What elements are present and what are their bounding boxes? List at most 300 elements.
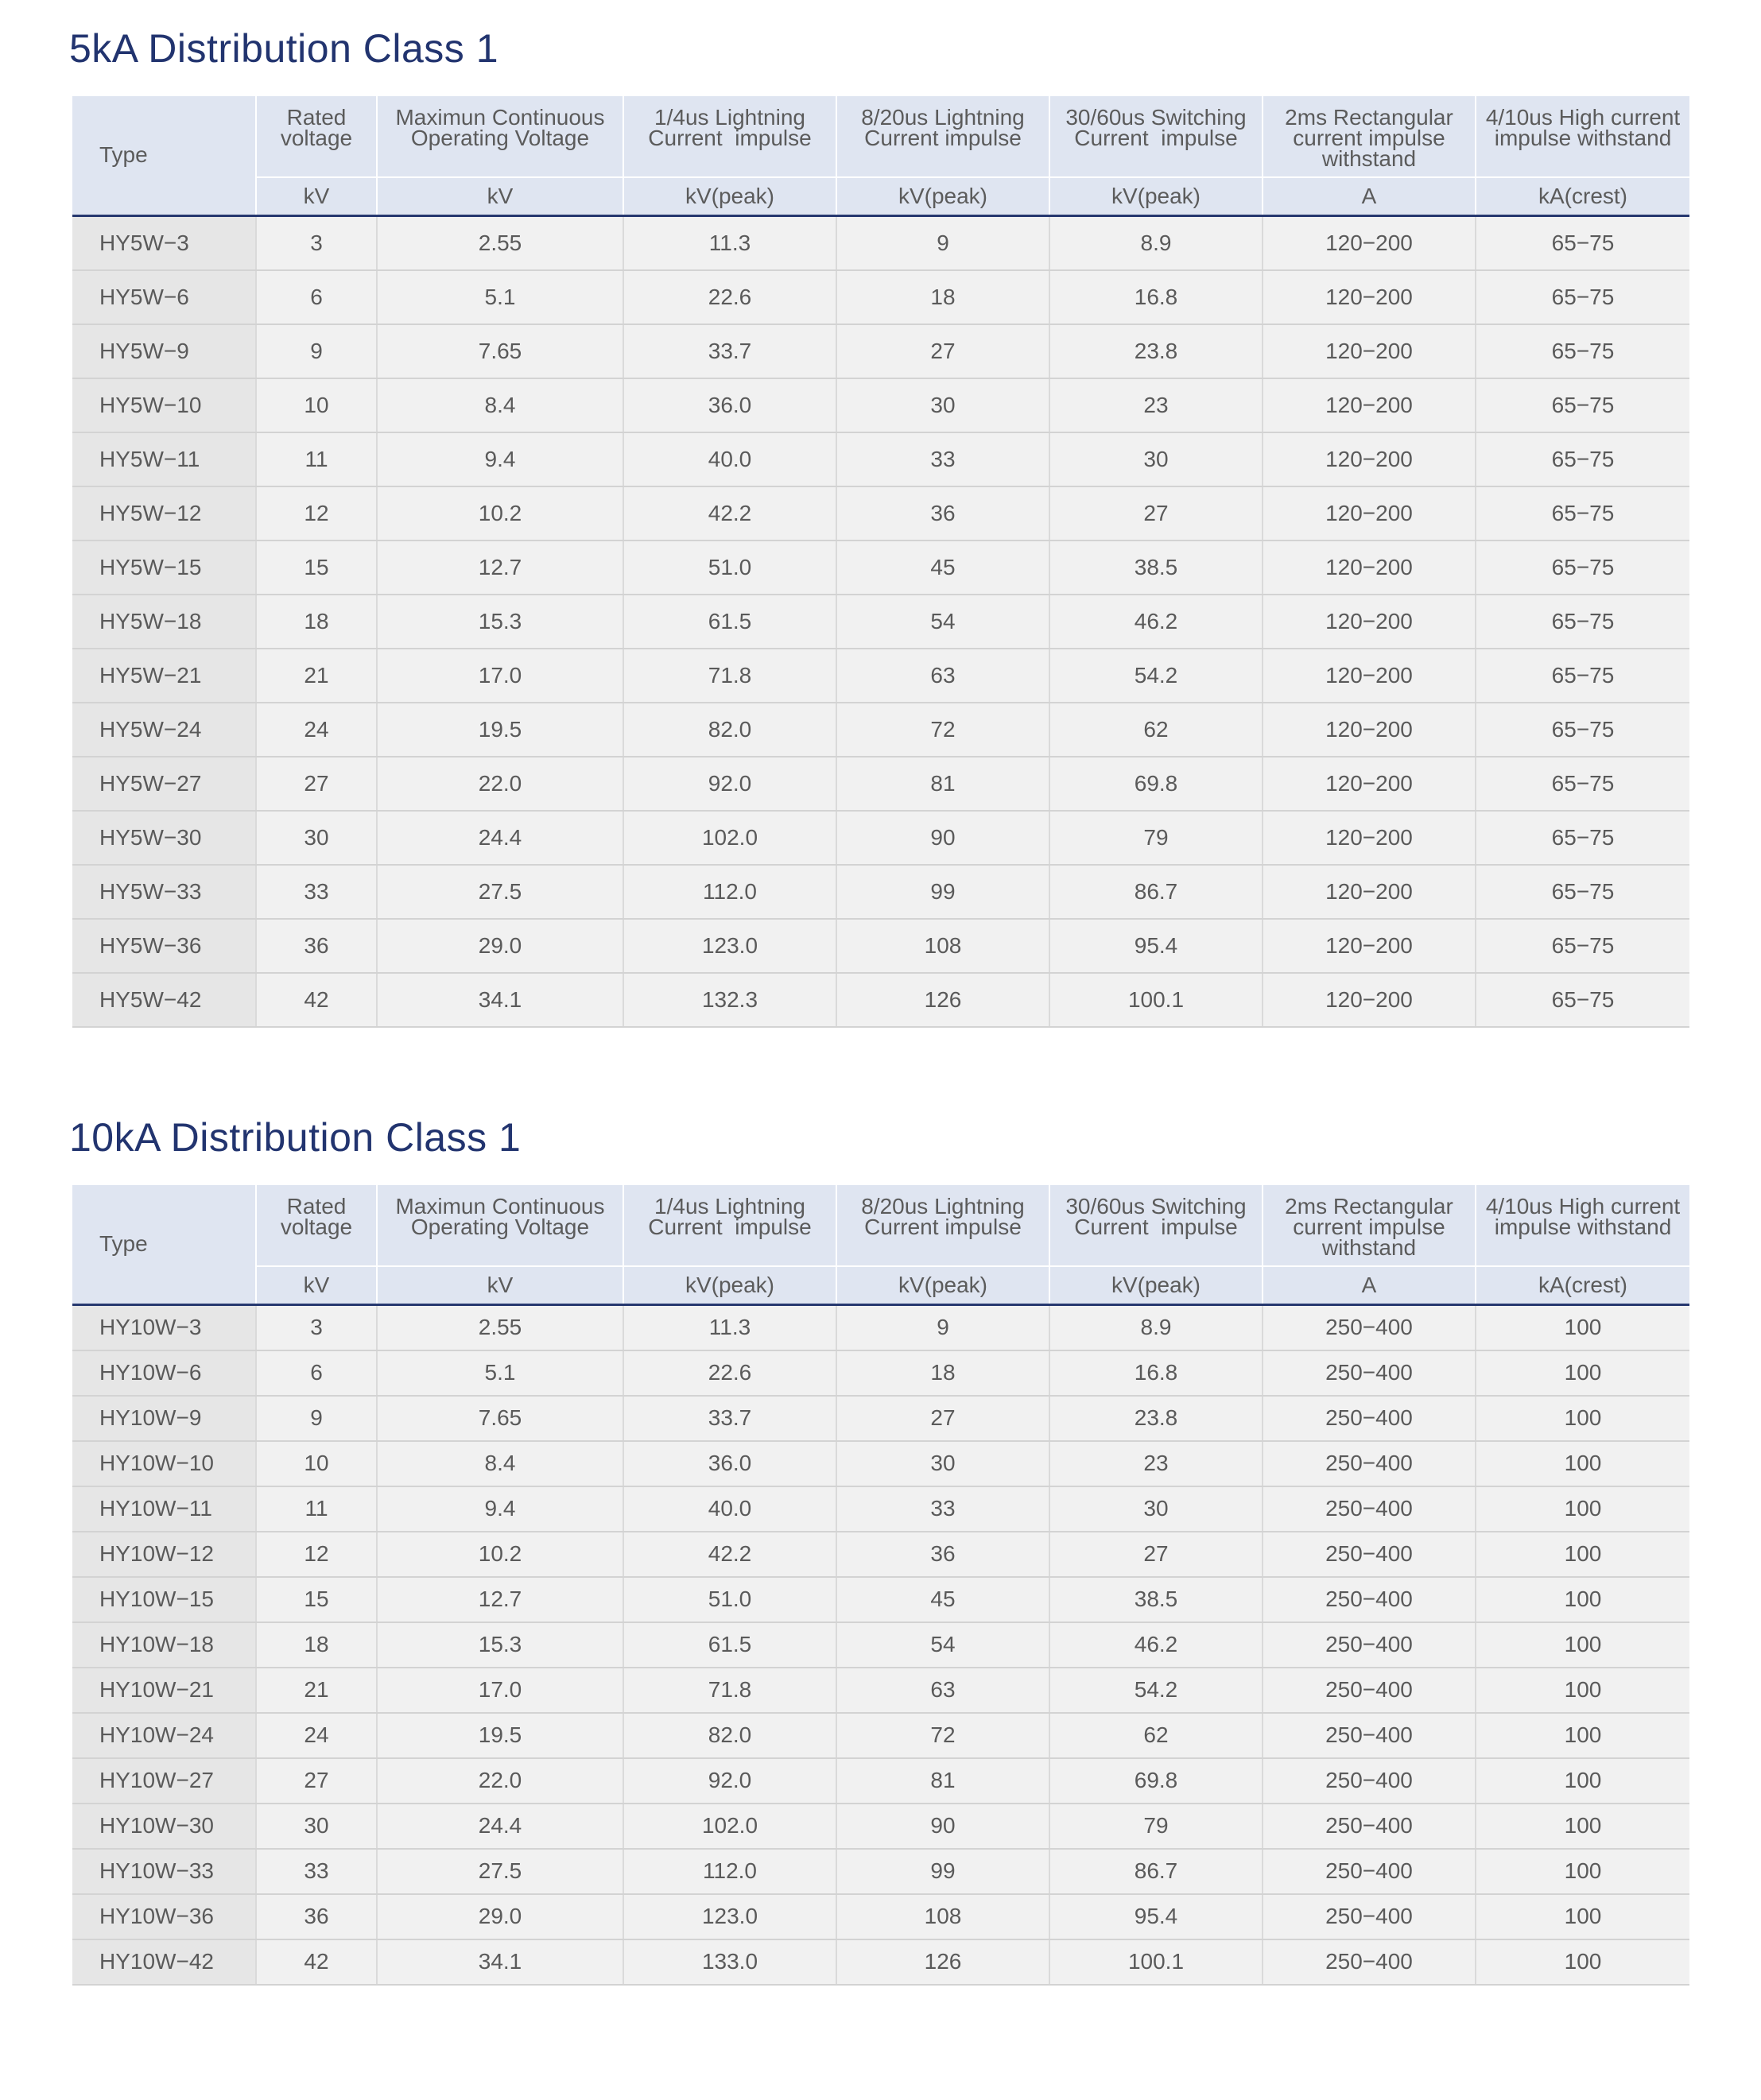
table-cell: 17.0 xyxy=(377,1668,623,1713)
table-cell: 100 xyxy=(1476,1939,1689,1985)
table-cell: 120−200 xyxy=(1263,595,1476,649)
type-cell: HY5W−12 xyxy=(72,486,256,540)
table-cell: 86.7 xyxy=(1049,1849,1263,1894)
type-cell: HY5W−24 xyxy=(72,703,256,757)
table-cell: 27 xyxy=(1049,486,1263,540)
column-header-line: 2ms Rectangular xyxy=(1285,1194,1453,1219)
table-cell: 22.6 xyxy=(623,1350,836,1396)
table-cell: 250−400 xyxy=(1263,1441,1476,1486)
table-cell: 21 xyxy=(256,649,377,703)
table-cell: 42 xyxy=(256,973,377,1027)
type-cell: HY10W−42 xyxy=(72,1939,256,1985)
table-cell: 250−400 xyxy=(1263,1713,1476,1758)
table-cell: 90 xyxy=(836,1804,1049,1849)
type-cell: HY10W−36 xyxy=(72,1894,256,1939)
table-row xyxy=(72,649,1689,703)
table-cell: 123.0 xyxy=(623,919,836,973)
table-cell: 120−200 xyxy=(1263,378,1476,432)
table-cell: 126 xyxy=(836,1939,1049,1985)
table-cell: 6 xyxy=(256,270,377,324)
table-cell: 65−75 xyxy=(1476,919,1689,973)
table-cell: 54.2 xyxy=(1049,649,1263,703)
table-cell: 71.8 xyxy=(623,649,836,703)
table-cell: 2.55 xyxy=(377,215,623,270)
table-cell: 250−400 xyxy=(1263,1532,1476,1577)
table-cell: 92.0 xyxy=(623,757,836,811)
type-cell: HY10W−27 xyxy=(72,1758,256,1804)
table-cell: 100 xyxy=(1476,1486,1689,1532)
table-row xyxy=(72,324,1689,378)
unit-header: kV(peak) xyxy=(623,1266,836,1304)
unit-header: A xyxy=(1263,177,1476,215)
table-cell: 10 xyxy=(256,378,377,432)
table-row xyxy=(72,1577,1689,1622)
table-cell: 65−75 xyxy=(1476,215,1689,270)
type-cell: HY5W−15 xyxy=(72,540,256,595)
table-cell: 7.65 xyxy=(377,1396,623,1441)
table-row xyxy=(72,215,1689,270)
table-cell: 38.5 xyxy=(1049,1577,1263,1622)
column-header-line: Rated xyxy=(286,1194,347,1219)
table-cell: 250−400 xyxy=(1263,1758,1476,1804)
table-row xyxy=(72,1849,1689,1894)
table-cell: 15 xyxy=(256,1577,377,1622)
table-row xyxy=(72,1486,1689,1532)
type-cell: HY5W−10 xyxy=(72,378,256,432)
table-cell: 120−200 xyxy=(1263,865,1476,919)
type-cell: HY10W−6 xyxy=(72,1350,256,1396)
table-cell: 16.8 xyxy=(1049,270,1263,324)
table-row xyxy=(72,1350,1689,1396)
table-cell: 9.4 xyxy=(377,432,623,486)
table-cell: 29.0 xyxy=(377,919,623,973)
column-header-line: 4/10us High current xyxy=(1485,105,1681,130)
table-cell: 99 xyxy=(836,865,1049,919)
table-cell: 36 xyxy=(836,486,1049,540)
column-header-line: Current impulse xyxy=(1074,126,1238,150)
table-cell: 45 xyxy=(836,1577,1049,1622)
table-cell: 54 xyxy=(836,595,1049,649)
table-cell: 30 xyxy=(256,811,377,865)
table-row xyxy=(72,1713,1689,1758)
table-cell: 16.8 xyxy=(1049,1350,1263,1396)
table-cell: 36 xyxy=(256,1894,377,1939)
table-cell: 27 xyxy=(256,1758,377,1804)
table-cell: 95.4 xyxy=(1049,919,1263,973)
table-cell: 100.1 xyxy=(1049,973,1263,1027)
table-cell: 23.8 xyxy=(1049,324,1263,378)
unit-header: kV xyxy=(377,1266,623,1304)
table-cell: 34.1 xyxy=(377,1939,623,1985)
table-cell: 102.0 xyxy=(623,811,836,865)
table-cell: 11.3 xyxy=(623,1304,836,1350)
type-cell: HY5W−18 xyxy=(72,595,256,649)
type-cell: HY10W−24 xyxy=(72,1713,256,1758)
table-row xyxy=(72,1441,1689,1486)
table-header xyxy=(72,1185,1689,1304)
table-cell: 79 xyxy=(1049,811,1263,865)
type-cell: HY5W−21 xyxy=(72,649,256,703)
column-header xyxy=(1476,96,1689,177)
column-header xyxy=(623,1185,836,1266)
table-cell: 34.1 xyxy=(377,973,623,1027)
table-cell: 250−400 xyxy=(1263,1577,1476,1622)
table-row xyxy=(72,1396,1689,1441)
table-cell: 22.6 xyxy=(623,270,836,324)
table-body xyxy=(72,215,1689,1027)
table-cell: 46.2 xyxy=(1049,1622,1263,1668)
type-cell: HY5W−6 xyxy=(72,270,256,324)
table-cell: 72 xyxy=(836,1713,1049,1758)
table-cell: 65−75 xyxy=(1476,811,1689,865)
table-cell: 8.4 xyxy=(377,1441,623,1486)
table-cell: 8.9 xyxy=(1049,1304,1263,1350)
table-cell: 15 xyxy=(256,540,377,595)
table-cell: 51.0 xyxy=(623,1577,836,1622)
unit-header: kV(peak) xyxy=(1049,177,1263,215)
table-cell: 65−75 xyxy=(1476,486,1689,540)
column-header-line: 2ms Rectangular xyxy=(1285,105,1453,130)
table-cell: 100 xyxy=(1476,1350,1689,1396)
header-row xyxy=(72,1185,1689,1266)
table-cell: 100 xyxy=(1476,1713,1689,1758)
column-header-line: impulse withstand xyxy=(1494,1215,1672,1239)
table-cell: 54.2 xyxy=(1049,1668,1263,1713)
table-cell: 27 xyxy=(836,324,1049,378)
table-cell: 120−200 xyxy=(1263,432,1476,486)
type-cell: HY10W−33 xyxy=(72,1849,256,1894)
table-cell: 24 xyxy=(256,703,377,757)
table-cell: 5.1 xyxy=(377,1350,623,1396)
table-cell: 18 xyxy=(836,270,1049,324)
column-header-line: Operating Voltage xyxy=(410,1215,590,1239)
table-row xyxy=(72,811,1689,865)
table-row xyxy=(72,1758,1689,1804)
table-cell: 63 xyxy=(836,649,1049,703)
table-header xyxy=(72,96,1689,215)
table-cell: 36.0 xyxy=(623,378,836,432)
table-cell: 120−200 xyxy=(1263,270,1476,324)
column-header-line: Current impulse xyxy=(1074,1215,1238,1239)
table-cell: 62 xyxy=(1049,703,1263,757)
table-cell: 123.0 xyxy=(623,1894,836,1939)
table-cell: 27.5 xyxy=(377,865,623,919)
table-row xyxy=(72,1804,1689,1849)
table-row xyxy=(72,378,1689,432)
table-cell: 63 xyxy=(836,1668,1049,1713)
table-cell: 65−75 xyxy=(1476,595,1689,649)
column-header-line: 4/10us High current xyxy=(1485,1194,1681,1219)
table-cell: 120−200 xyxy=(1263,649,1476,703)
table-row xyxy=(72,540,1689,595)
table-row xyxy=(72,703,1689,757)
table-cell: 23 xyxy=(1049,378,1263,432)
type-cell: HY10W−9 xyxy=(72,1396,256,1441)
column-header xyxy=(623,96,836,177)
table-cell: 2.55 xyxy=(377,1304,623,1350)
table-cell: 42 xyxy=(256,1939,377,1985)
table-cell: 72 xyxy=(836,703,1049,757)
table-cell: 9 xyxy=(836,1304,1049,1350)
column-header-line: Operating Voltage xyxy=(410,126,590,150)
table-cell: 61.5 xyxy=(623,595,836,649)
table-cell: 27.5 xyxy=(377,1849,623,1894)
column-header xyxy=(377,96,623,177)
table-cell: 102.0 xyxy=(623,1804,836,1849)
unit-header: kV xyxy=(256,177,377,215)
table-cell: 33 xyxy=(256,1849,377,1894)
column-header-line: withstand xyxy=(1321,146,1417,171)
table-cell: 40.0 xyxy=(623,432,836,486)
type-cell: HY10W−10 xyxy=(72,1441,256,1486)
table-cell: 33 xyxy=(836,1486,1049,1532)
table-cell: 22.0 xyxy=(377,1758,623,1804)
table-cell: 69.8 xyxy=(1049,757,1263,811)
column-header-type: Type xyxy=(72,96,256,215)
type-cell: HY10W−15 xyxy=(72,1577,256,1622)
type-cell: HY10W−30 xyxy=(72,1804,256,1849)
table-cell: 33.7 xyxy=(623,1396,836,1441)
table-cell: 250−400 xyxy=(1263,1486,1476,1532)
table-cell: 100 xyxy=(1476,1894,1689,1939)
column-header xyxy=(1476,1185,1689,1266)
table-cell: 112.0 xyxy=(623,1849,836,1894)
type-cell: HY10W−3 xyxy=(72,1304,256,1350)
table-row xyxy=(72,1532,1689,1577)
table-cell: 250−400 xyxy=(1263,1396,1476,1441)
table-cell: 42.2 xyxy=(623,1532,836,1577)
table-cell: 42.2 xyxy=(623,486,836,540)
spec-table-5ka xyxy=(72,96,1689,1028)
table-cell: 100 xyxy=(1476,1804,1689,1849)
table-cell: 38.5 xyxy=(1049,540,1263,595)
type-cell: HY5W−9 xyxy=(72,324,256,378)
table-row xyxy=(72,595,1689,649)
table-cell: 51.0 xyxy=(623,540,836,595)
table-cell: 65−75 xyxy=(1476,649,1689,703)
table-cell: 82.0 xyxy=(623,703,836,757)
table-cell: 65−75 xyxy=(1476,270,1689,324)
column-header-line: Rated xyxy=(286,105,347,130)
table-cell: 6 xyxy=(256,1350,377,1396)
table-cell: 86.7 xyxy=(1049,865,1263,919)
column-header-line: Maximun Continuous xyxy=(395,105,605,130)
table-cell: 120−200 xyxy=(1263,215,1476,270)
column-header xyxy=(836,96,1049,177)
table-cell: 54 xyxy=(836,1622,1049,1668)
table-cell: 18 xyxy=(836,1350,1049,1396)
column-header xyxy=(836,1185,1049,1266)
table-cell: 112.0 xyxy=(623,865,836,919)
table-cell: 9 xyxy=(836,215,1049,270)
table-cell: 30 xyxy=(1049,432,1263,486)
column-header-line: current impulse xyxy=(1293,126,1445,150)
table-cell: 65−75 xyxy=(1476,378,1689,432)
table-cell: 36 xyxy=(836,1532,1049,1577)
table-cell: 30 xyxy=(256,1804,377,1849)
table-cell: 33.7 xyxy=(623,324,836,378)
table-cell: 36 xyxy=(256,919,377,973)
table-cell: 46.2 xyxy=(1049,595,1263,649)
type-cell: HY5W−36 xyxy=(72,919,256,973)
column-header-line: current impulse xyxy=(1293,1215,1445,1239)
table-cell: 250−400 xyxy=(1263,1939,1476,1985)
table-cell: 100 xyxy=(1476,1577,1689,1622)
table-cell: 71.8 xyxy=(623,1668,836,1713)
table-cell: 100 xyxy=(1476,1849,1689,1894)
table-cell: 100 xyxy=(1476,1532,1689,1577)
table-body xyxy=(72,1304,1689,1985)
column-header-line: 8/20us Lightning xyxy=(861,1194,1025,1219)
column-header-line: Current impulse xyxy=(648,1215,812,1239)
table-row xyxy=(72,1668,1689,1713)
column-header-line: withstand xyxy=(1321,1235,1417,1260)
table-cell: 100 xyxy=(1476,1758,1689,1804)
table-cell: 12 xyxy=(256,486,377,540)
type-cell: HY5W−33 xyxy=(72,865,256,919)
table-cell: 133.0 xyxy=(623,1939,836,1985)
table-row xyxy=(72,1622,1689,1668)
table-cell: 40.0 xyxy=(623,1486,836,1532)
table-cell: 61.5 xyxy=(623,1622,836,1668)
table-cell: 100 xyxy=(1476,1304,1689,1350)
table-row xyxy=(72,1304,1689,1350)
column-header-line: Maximun Continuous xyxy=(395,1194,605,1219)
table-cell: 17.0 xyxy=(377,649,623,703)
column-header xyxy=(1049,1185,1263,1266)
table-cell: 33 xyxy=(836,432,1049,486)
table-cell: 11.3 xyxy=(623,215,836,270)
table-cell: 90 xyxy=(836,811,1049,865)
type-cell: HY5W−30 xyxy=(72,811,256,865)
table-cell: 9 xyxy=(256,1396,377,1441)
type-cell: HY5W−42 xyxy=(72,973,256,1027)
column-header xyxy=(256,1185,377,1266)
column-header xyxy=(256,96,377,177)
table-cell: 27 xyxy=(836,1396,1049,1441)
table-row xyxy=(72,1939,1689,1985)
table-cell: 19.5 xyxy=(377,1713,623,1758)
section-title-5ka: 5kA Distribution Class 1 xyxy=(69,26,499,71)
table-cell: 30 xyxy=(836,1441,1049,1486)
column-header-line: 8/20us Lightning xyxy=(861,105,1025,130)
table-cell: 27 xyxy=(1049,1532,1263,1577)
table-cell: 82.0 xyxy=(623,1713,836,1758)
column-header xyxy=(1049,96,1263,177)
column-header xyxy=(1263,1185,1476,1266)
table-cell: 18 xyxy=(256,595,377,649)
unit-header: kV xyxy=(377,177,623,215)
unit-header: kA(crest) xyxy=(1476,1266,1689,1304)
table-cell: 120−200 xyxy=(1263,811,1476,865)
table-cell: 8.4 xyxy=(377,378,623,432)
table-cell: 100 xyxy=(1476,1668,1689,1713)
table-cell: 120−200 xyxy=(1263,973,1476,1027)
table-cell: 99 xyxy=(836,1849,1049,1894)
table-cell: 65−75 xyxy=(1476,324,1689,378)
table-row xyxy=(72,757,1689,811)
table-cell: 7.65 xyxy=(377,324,623,378)
table-row xyxy=(72,432,1689,486)
table-cell: 250−400 xyxy=(1263,1622,1476,1668)
table-cell: 126 xyxy=(836,973,1049,1027)
table-cell: 65−75 xyxy=(1476,432,1689,486)
table-cell: 100 xyxy=(1476,1396,1689,1441)
table-cell: 81 xyxy=(836,1758,1049,1804)
table-cell: 92.0 xyxy=(623,1758,836,1804)
type-cell: HY10W−11 xyxy=(72,1486,256,1532)
table-cell: 15.3 xyxy=(377,1622,623,1668)
table-cell: 45 xyxy=(836,540,1049,595)
table-cell: 250−400 xyxy=(1263,1804,1476,1849)
table-cell: 62 xyxy=(1049,1713,1263,1758)
table-cell: 120−200 xyxy=(1263,540,1476,595)
table-cell: 120−200 xyxy=(1263,324,1476,378)
table-cell: 250−400 xyxy=(1263,1849,1476,1894)
table-cell: 95.4 xyxy=(1049,1894,1263,1939)
type-cell: HY5W−27 xyxy=(72,757,256,811)
column-header xyxy=(1263,96,1476,177)
table-cell: 65−75 xyxy=(1476,540,1689,595)
column-header-line: Current impulse xyxy=(864,126,1022,150)
column-header-line: Current impulse xyxy=(648,126,812,150)
table-cell: 9 xyxy=(256,324,377,378)
table-row xyxy=(72,865,1689,919)
table-cell: 18 xyxy=(256,1622,377,1668)
table-row xyxy=(72,270,1689,324)
table-cell: 100.1 xyxy=(1049,1939,1263,1985)
table-cell: 24.4 xyxy=(377,811,623,865)
column-header-line: 1/4us Lightning xyxy=(654,105,805,130)
table-row xyxy=(72,919,1689,973)
table-cell: 11 xyxy=(256,1486,377,1532)
table-cell: 10 xyxy=(256,1441,377,1486)
table-cell: 27 xyxy=(256,757,377,811)
table-row xyxy=(72,973,1689,1027)
table-cell: 100 xyxy=(1476,1622,1689,1668)
column-header-type: Type xyxy=(72,1185,256,1304)
spec-table-10ka xyxy=(72,1185,1689,1986)
table-cell: 250−400 xyxy=(1263,1304,1476,1350)
table-cell: 24 xyxy=(256,1713,377,1758)
table-cell: 250−400 xyxy=(1263,1668,1476,1713)
units-row xyxy=(72,177,1689,215)
type-cell: HY10W−12 xyxy=(72,1532,256,1577)
table-cell: 120−200 xyxy=(1263,919,1476,973)
table-cell: 120−200 xyxy=(1263,703,1476,757)
column-header-line: 30/60us Switching xyxy=(1065,1194,1247,1219)
table-cell: 120−200 xyxy=(1263,757,1476,811)
table-cell: 23.8 xyxy=(1049,1396,1263,1441)
type-cell: HY10W−21 xyxy=(72,1668,256,1713)
table-row xyxy=(72,486,1689,540)
unit-header: kV(peak) xyxy=(836,1266,1049,1304)
column-header-line: Current impulse xyxy=(864,1215,1022,1239)
table-cell: 79 xyxy=(1049,1804,1263,1849)
table-cell: 108 xyxy=(836,1894,1049,1939)
table-cell: 132.3 xyxy=(623,973,836,1027)
table-cell: 3 xyxy=(256,1304,377,1350)
table-cell: 29.0 xyxy=(377,1894,623,1939)
table-cell: 19.5 xyxy=(377,703,623,757)
table-cell: 21 xyxy=(256,1668,377,1713)
table-cell: 10.2 xyxy=(377,486,623,540)
unit-header: kV(peak) xyxy=(836,177,1049,215)
table-cell: 65−75 xyxy=(1476,973,1689,1027)
table-cell: 100 xyxy=(1476,1441,1689,1486)
table-cell: 33 xyxy=(256,865,377,919)
column-header xyxy=(377,1185,623,1266)
